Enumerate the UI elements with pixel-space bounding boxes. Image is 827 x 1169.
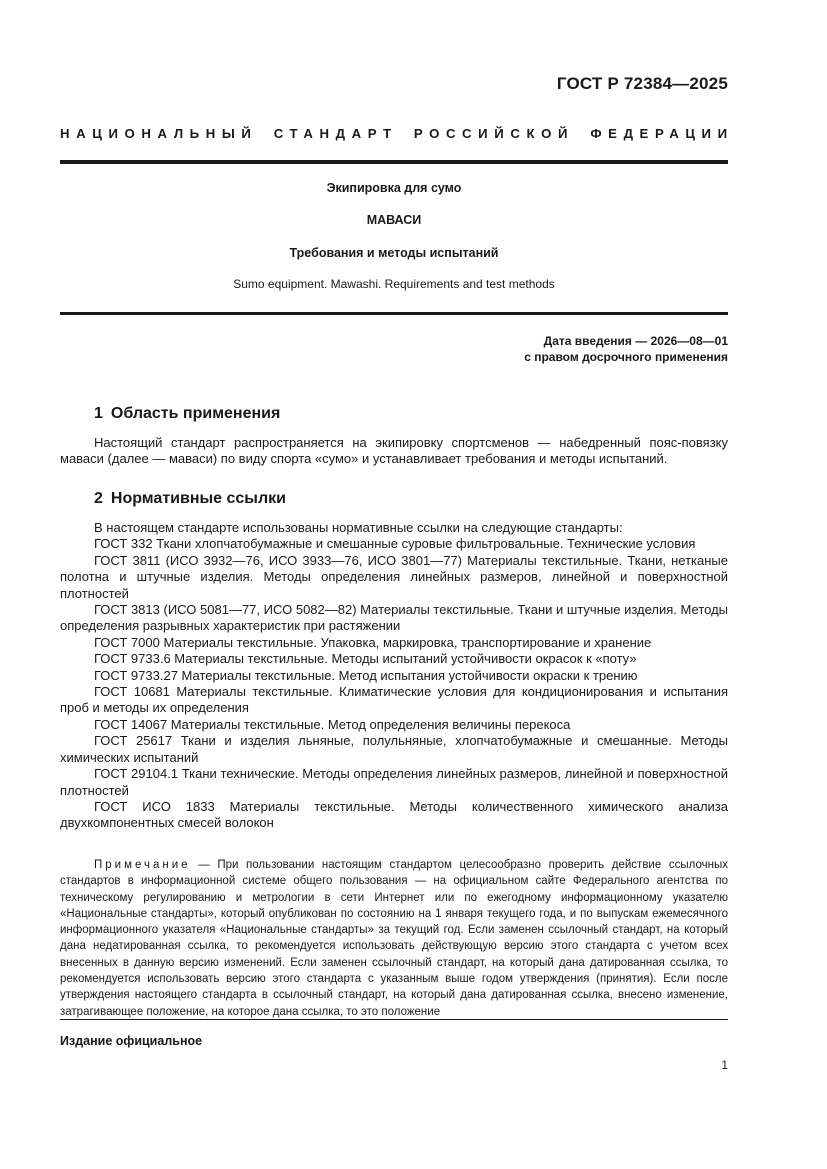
reference-item: ГОСТ 9733.6 Материалы текстильные. Методы испытаний устойчивости окрасок к «поту» xyxy=(94,651,637,667)
references-intro: В настоящем стандарте использованы нормативные ссылки на следующие стандарты: xyxy=(94,520,623,535)
document-number: ГОСТ Р 72384—2025 xyxy=(556,74,728,93)
page-number: 1 xyxy=(721,1058,728,1072)
scope-paragraph: Настоящий стандарт распространяется на экипировку спортсменов — набедренный пояс-повязку маваси (далее — маваси) по виду спорта «сумо» и устанавливает требования и методы испытаний. xyxy=(60,435,728,467)
reference-item: ГОСТ 14067 Материалы текстильные. Метод определения величины перекоса xyxy=(94,716,571,732)
reference-item: ГОСТ 332 Ткани хлопчатобумажные и смешанные суровые фильтровальные. Технические условия xyxy=(94,536,696,552)
note-label: Примечание xyxy=(94,859,191,871)
reference-item: ГОСТ ИСО 1833 Материалы текстильные. Методы количественного химического анализа двухкомпонентных смесей волокон xyxy=(60,798,728,831)
section-1-number: 1 xyxy=(94,405,103,422)
header-divider xyxy=(60,160,728,164)
introduction-date-block xyxy=(524,333,728,365)
document-item-title: МАВАСИ xyxy=(366,213,422,227)
reference-item: ГОСТ 7000 Материалы текстильные. Упаковка, маркировка, транспортирование и хранение xyxy=(94,634,652,650)
note-text: — При пользовании настоящим стандартом целесообразно проверить действие ссылочных стандартов в информационной системе общего пользования — на официальном сайте Федерального агентства по техническому регулированию и метрологии в сети Интернет или по ежегодному информационному указателю «Национальные стандарты», который опубликован по состоянию на 1 января текущего года, и по выпускам ежемесячного информационного указателя «Национальные стандарты» за текущий год. Если заменен ссылочный стандарт, на который дана недатированная ссылка, то рекомендуется использовать действующую версию этого стандарта с учетом всех внесенных в данную версию изменений. Если заменен ссылочный стандарт, на который дана датированная ссылка, то рекомендуется использовать версию этого стандарта с указанным выше годом утверждения (принятия). Если после утверждения настоящего стандарта в ссылочный стандарт, на который дана датированная ссылка, внесено изменение, затрагивающее положение, на которое дана ссылка, то это положение xyxy=(60,859,728,1018)
reference-item: ГОСТ 9733.27 Материалы текстильные. Метод испытания устойчивости окраски к трению xyxy=(94,667,638,683)
official-edition-label: Издание официальное xyxy=(60,1034,203,1048)
english-title: Sumo equipment. Mawashi. Requirements and test methods xyxy=(233,277,555,291)
reference-item: ГОСТ 25617 Ткани и изделия льняные, полульняные, хлопчатобумажные и смешанные. Методы химических испытаний xyxy=(60,733,728,765)
reference-item: ГОСТ 10681 Материалы текстильные. Климатические условия для кондиционирования и испытания проб и методы их определения xyxy=(60,684,728,716)
section-2-number: 2 xyxy=(94,490,103,507)
references-note xyxy=(60,857,728,1020)
title-divider xyxy=(60,312,728,315)
section-2-body xyxy=(60,520,728,832)
reference-item: ГОСТ 3813 (ИСО 5081—77, ИСО 5082—82) Материалы текстильные. Ткани и штучные изделия. Методы определения разрывных характеристик при растяжении xyxy=(60,602,728,634)
section-1-body xyxy=(60,435,728,468)
footer-divider xyxy=(60,1019,728,1020)
section-2-heading xyxy=(94,490,286,508)
document-title: Экипировка для сумо xyxy=(326,181,462,195)
early-application: с правом досрочного применения xyxy=(524,350,728,364)
section-1-heading xyxy=(94,405,280,423)
introduction-date: Дата введения — 2026—08—01 xyxy=(543,334,728,348)
reference-item: ГОСТ 29104.1 Ткани технические. Методы определения линейных размеров, линейной и поверхностной плотностей xyxy=(60,766,728,798)
national-standard-title: НАЦИОНАЛЬНЫЙ СТАНДАРТ РОССИЙСКОЙ ФЕДЕРАЦИИ xyxy=(60,126,734,141)
reference-item: ГОСТ 3811 (ИСО 3932—76, ИСО 3933—76, ИСО 3801—77) Материалы текстильные. Ткани, нетканые полотна и штучные изделия. Методы определения линейных размеров, линейной и поверхностной плотностей xyxy=(60,552,728,601)
document-subtitle: Требования и методы испытаний xyxy=(289,246,499,260)
section-1-title: Область применения xyxy=(110,405,281,422)
section-2-title: Нормативные ссылки xyxy=(110,490,286,507)
